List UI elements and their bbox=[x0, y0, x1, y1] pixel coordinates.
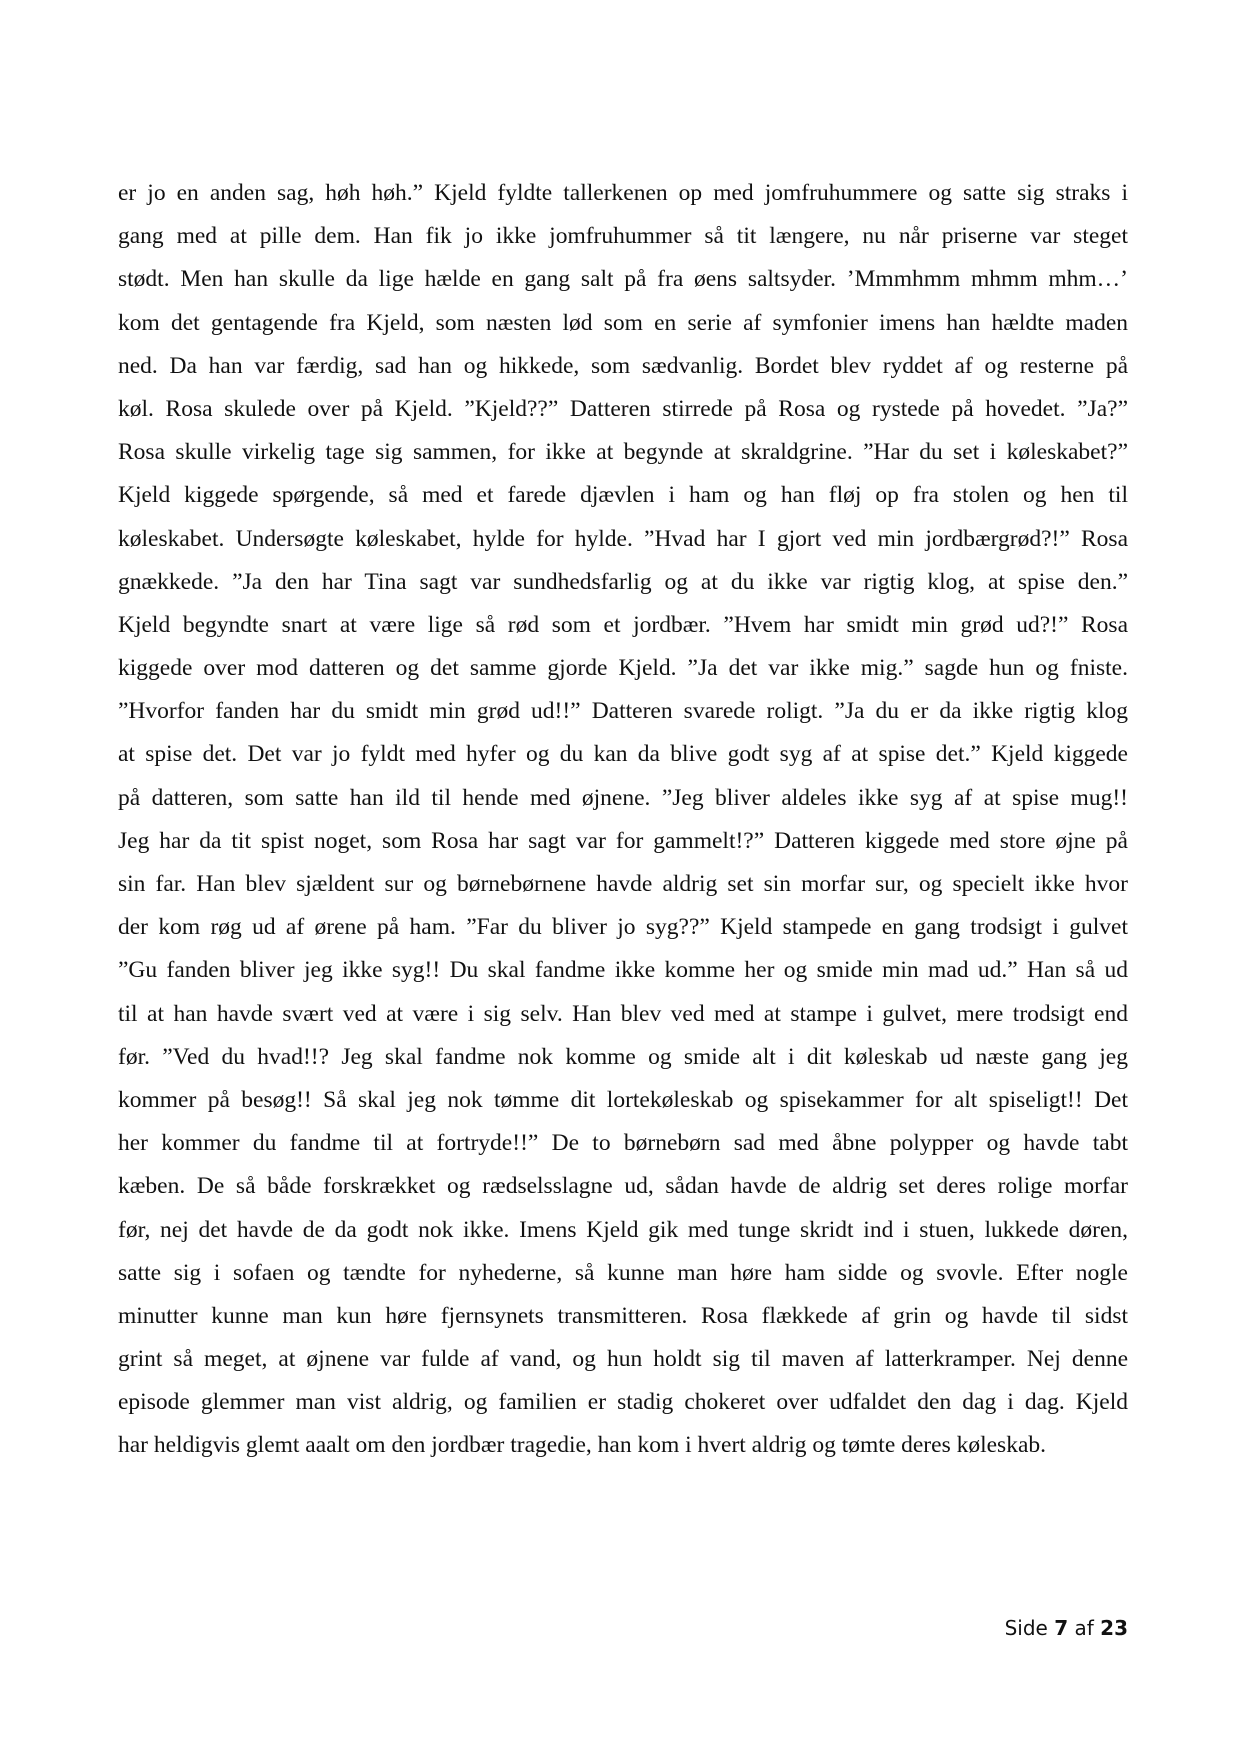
current-page-number: 7 bbox=[1054, 1616, 1069, 1640]
text-line: at spise det. Det var jo fyldt med hyfer og du kan da blive godt syg af at spise det.” Kjeld kiggede bbox=[118, 741, 1128, 768]
text-line: episode glemmer man vist aldrig, og familien er stadig chokeret over udfaldet den dag i dag. Kjeld bbox=[118, 1389, 1128, 1416]
text-line: køleskabet. Undersøgte køleskabet, hylde for hylde. ”Hvad har I gjort ved min jordbærgrød?!” Rosa bbox=[118, 525, 1128, 552]
text-line: minutter kunne man kun høre fjernsynets transmitteren. Rosa flækkede af grin og havde til sidst bbox=[118, 1302, 1128, 1329]
text-line: før. ”Ved du hvad!!? Jeg skal fandme nok komme og smide alt i dit køleskab ud næste gang jeg bbox=[118, 1043, 1128, 1070]
text-line: sin far. Han blev sjældent sur og børnebørnene havde aldrig set sin morfar sur, og specielt ikke hvor bbox=[118, 871, 1128, 897]
text-line: Kjeld kiggede spørgende, så med et farede djævlen i ham og han fløj op fra stolen og hen til bbox=[118, 482, 1128, 509]
text-line: Rosa skulle virkelig tage sig sammen, for ikke at begynde at skraldgrine. ”Har du set i køleskabet?” bbox=[118, 439, 1128, 466]
text-line: ”Gu fanden bliver jeg ikke syg!! Du skal fandme ikke komme her og smide min mad ud.” Han så ud bbox=[118, 957, 1128, 984]
text-line: ned. Da han var færdig, sad han og hikkede, som sædvanlig. Bordet blev ryddet af og resterne på bbox=[118, 352, 1128, 379]
text-line: kæben. De så både forskrækket og rædselsslagne ud, sådan havde de aldrig set deres rolige morfar bbox=[118, 1173, 1128, 1200]
page-separator: af bbox=[1074, 1616, 1094, 1640]
total-pages-number: 23 bbox=[1100, 1616, 1128, 1640]
page-label: Side bbox=[1004, 1616, 1048, 1640]
text-line: kom det gentagende fra Kjeld, som næsten lød som en serie af symfonier imens han hældte maden bbox=[118, 309, 1128, 336]
text-line: køl. Rosa skulede over på Kjeld. ”Kjeld??” Datteren stirrede på Rosa og rystede på hovedet. ”Ja?” bbox=[118, 395, 1128, 422]
body-text bbox=[118, 172, 1128, 1468]
text-line: kommer på besøg!! Så skal jeg nok tømme dit lortekøleskab og spisekammer for alt spiseligt!! Det bbox=[118, 1086, 1128, 1113]
text-line: gang med at pille dem. Han fik jo ikke jomfruhummer så tit længere, nu når priserne var steget bbox=[118, 223, 1128, 250]
text-line: grint så meget, at øjnene var fulde af vand, og hun holdt sig til maven af latterkramper. Nej denne bbox=[118, 1346, 1128, 1373]
text-line: der kom røg ud af ørene på ham. ”Far du bliver jo syg??” Kjeld stampede en gang trodsigt i gulvet bbox=[118, 914, 1128, 941]
text-line: Kjeld begyndte snart at være lige så rød som et jordbær. ”Hvem har smidt min grød ud?!” Rosa bbox=[118, 611, 1128, 638]
text-line: satte sig i sofaen og tændte for nyhederne, så kunne man høre ham sidde og svovle. Efter nogle bbox=[118, 1259, 1128, 1286]
text-line: kiggede over mod datteren og det samme gjorde Kjeld. ”Ja det var ikke mig.” sagde hun og fniste. bbox=[118, 655, 1128, 682]
text-line: ”Hvorfor fanden har du smidt min grød ud!!” Datteren svarede roligt. ”Ja du er da ikke rigtig klog bbox=[118, 698, 1128, 725]
text-line: her kommer du fandme til at fortryde!!” De to børnebørn sad med åbne polypper og havde tabt bbox=[118, 1130, 1128, 1157]
text-line: har heldigvis glemt aaalt om den jordbær tragedie, han kom i hvert aldrig og tømte deres køleskab. bbox=[118, 1432, 1046, 1459]
text-line: på datteren, som satte han ild til hende med øjnene. ”Jeg bliver aldeles ikke syg af at spise mug!! bbox=[118, 784, 1128, 811]
text-line: Jeg har da tit spist noget, som Rosa har sagt var for gammelt!?” Datteren kiggede med store øjne på bbox=[118, 827, 1128, 854]
text-line: før, nej det havde de da godt nok ikke. Imens Kjeld gik med tunge skridt ind i stuen, lukkede døren, bbox=[118, 1216, 1128, 1243]
page-number-footer bbox=[1005, 1616, 1128, 1640]
text-line: til at han havde svært ved at være i sig selv. Han blev ved med at stampe i gulvet, mere trodsigt end bbox=[118, 1000, 1128, 1027]
text-line: gnækkede. ”Ja den har Tina sagt var sundhedsfarlig og at du ikke var rigtig klog, at spise den.” bbox=[118, 568, 1128, 595]
text-line: er jo en anden sag, høh høh.” Kjeld fyldte tallerkenen op med jomfruhummere og satte sig straks i bbox=[118, 180, 1128, 206]
text-line: stødt. Men han skulle da lige hælde en gang salt på fra øens saltsyder. ’Mmmhmm mhmm mhm…’ bbox=[118, 266, 1128, 293]
